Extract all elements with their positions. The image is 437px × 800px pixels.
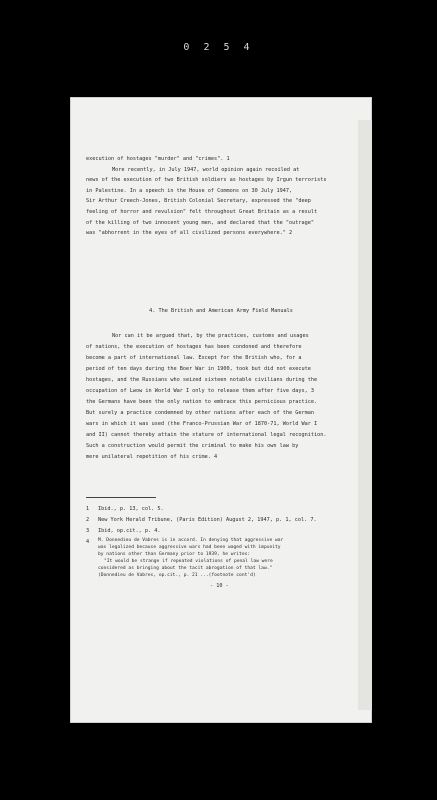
footnote-number: 1 bbox=[86, 506, 90, 512]
text-line: become a part of international law. Except for the British who, for a bbox=[86, 355, 302, 361]
text-line: the Germans have been the only nation to embrace this pernicious practice. bbox=[86, 399, 318, 405]
text-line: of nations, the execution of hostages has been condoned and therefore bbox=[86, 344, 302, 350]
text-line: and II) cannot thereby attain the stature of international legal recognition. bbox=[86, 432, 327, 438]
text-line: M. Donnedieu de Vabres is in accord. In denying that aggressive war bbox=[98, 538, 284, 543]
footnote-divider bbox=[86, 497, 156, 498]
footnote-text: New York Herald Tribune, (Paris Edition) August 2, 1947, p. 1, col. 7. bbox=[98, 517, 317, 523]
text-line: Sir Arthur Creech-Jones, British Colonial Secretary, expressed the "deep bbox=[86, 198, 311, 205]
text-line: was "abhorrent in the eyes of all civilized persons everywhere." 2 bbox=[86, 230, 293, 237]
text-line: mere unilateral repetition of his crime. 4 bbox=[86, 454, 218, 460]
footnote bbox=[86, 504, 356, 515]
footnote-number: 3 bbox=[86, 528, 90, 534]
text-line: considered as bringing about the tacit abrogation of that law." bbox=[98, 566, 273, 571]
page-edge-shadow bbox=[358, 120, 372, 710]
footnote bbox=[86, 537, 356, 579]
section-heading: 4. The British and American Army Field Manuals bbox=[149, 308, 293, 314]
text-line: Nor can it be argued that, by the practices, customs and usages bbox=[112, 333, 309, 339]
text-line: period of ten days during the Boer War in 1900, took but did not execute bbox=[86, 366, 311, 372]
text-line: But surely a practice condemned by other nations after each of the German bbox=[86, 410, 314, 416]
frame-number: 0 2 5 4 bbox=[183, 42, 254, 53]
text-line: occupation of Lwow in World War I only to release them after five days, 3 bbox=[86, 388, 314, 394]
footnote-text: Ibid, op.cit., p. 4. bbox=[98, 528, 161, 534]
footnote-text: Ibid., p. 13, col. 5. bbox=[98, 506, 164, 512]
footnote-number: 4 bbox=[86, 539, 90, 545]
intro-paragraph bbox=[86, 154, 356, 239]
text-line: in Palestine. In a speech in the House of Commons on 30 July 1947, bbox=[86, 187, 293, 194]
footnote bbox=[86, 515, 356, 526]
text-line: More recently, in July 1947, world opinion again recoiled at bbox=[112, 166, 300, 173]
argument-paragraph bbox=[86, 331, 356, 463]
text-line: "It would be strange if repeated violations of penal law were bbox=[104, 559, 273, 564]
footnotes bbox=[86, 504, 356, 579]
text-line: hostages, and the Russians who seized sixteen notable civilians during the bbox=[86, 377, 318, 383]
text-line: was legalized because aggressive wars had been waged with impunity bbox=[98, 545, 281, 550]
text-line: feeling of horror and revulsion" felt throughout Great Britain as a result bbox=[86, 208, 318, 215]
text-line: (Donnedieu de Vabres, op.cit., p. 21 ...(footnote cont'd) bbox=[98, 573, 256, 578]
text-line: execution of hostages "murder" and "crimes". 1 bbox=[86, 156, 230, 162]
footnote bbox=[86, 526, 356, 537]
text-line: of the killing of two innocent young men, and declared that the "outrage" bbox=[86, 219, 314, 226]
footnote-body bbox=[98, 537, 283, 579]
text-line: by nations other than Germany prior to 1939, he writes: bbox=[98, 552, 251, 557]
text-line: Such a construction would permit the criminal to make his own law by bbox=[86, 443, 299, 449]
footnote-number: 2 bbox=[86, 517, 90, 523]
text-line: news of the execution of two British soldiers as hostages by Irgun terrorists bbox=[86, 177, 327, 184]
page-number: - 10 - bbox=[210, 583, 229, 589]
text-line: wars in which it was used (the Franco-Prussian War of 1870-71, World War I bbox=[86, 421, 318, 427]
